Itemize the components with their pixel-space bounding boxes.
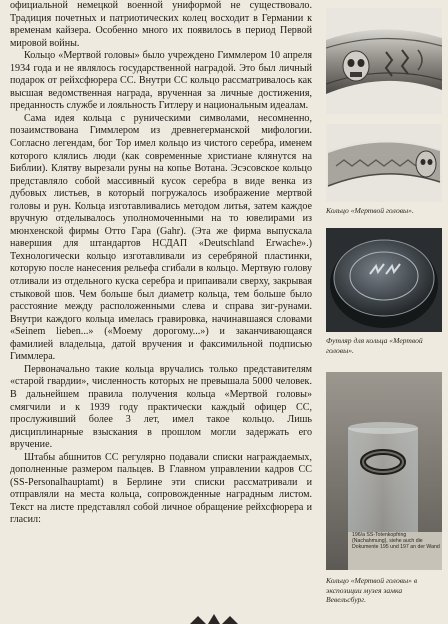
paragraph-3: Сама идея кольца с руническими символами, несомненно, позаимствована Гиммлером из древнегерманской мифологии. Согласно легендам, бог Тор имел кольцо из чистого серебра, именем которого клялись люди (как современные христиане клянутся на Библии). Клятву вырезали руны на копье Вотана. Эсэсовское кольцо представляло собой массивный кусок серебра в виде венка из дубовых листьев, в который погружалось изображение мертвой головы и рун. Кольца изготавливались методом литья, затем каждое вручную отделывалось уполномоченными на то ювелирами из мюнхенской фирмы Отто Гара (Gahr). (Эта же фирма выпускала навершия для штандартов НСДАП «Deutschland Erwache».) Технологически кольцо изготавливали из серебряной пластинки, которую после нанесения рельефа сгибали в кольцо. Мертвую голову отливали из отдельного куска серебра и припаивали сверху, закрывая стыковой шов. Чем больше был диаметр кольца, тем больше было расстояние между расположенными слева и справа зиг-рунами. Внутри каждого кольца имелась гравировка, начинавшаяся словами «Seinem lieben...» («Моему дорогому...») и заканчивающаяся фамилией владельца, датой вручения и факсимильной подписью Гиммлера. [10,112,312,363]
ring-photo-top [326,8,442,114]
paragraph-2: Кольцо «Мертвой головы» было учреждено Гиммлером 10 апреля 1934 года и не являлось государственной наградой. Это был личный подарок от рейхсфюрера СС. Внутри СС кольцо рассматривалось как высшая ведомственная награда, врученная за личные достижения, преданность службе и лояльность Гитлеру и национальным идеалам. [10,50,312,112]
museum-label: 196/a SS-Totenkopfring (Nachahmung), siehe auch die Dokumente 195 und 197 an der Wand [352,532,440,551]
ring-caption: Кольцо «Мертвой головы». [326,206,414,215]
paragraph-4: Первоначально такие кольца вручались только представителям «старой гвардии», численность которых не превышала 5000 человек. В дальнейшем правила получения кольца «Мертвой головы» смягчили и к 1939 году практически каждый офицер СС, прослуживший более 3 лет, имел такое кольцо. Лишь дисциплинарные взыскания в прошлом могли задержать его вручение. [10,363,312,451]
case-caption: Футляр для кольца «Мертвой головы». [326,336,423,355]
ring-case-photo [326,228,442,332]
body-text-column [10,0,312,527]
museum-caption: Кольцо «Мертвой головы» в экспозиции музея замка Вевельсбург. [326,576,418,605]
ring-photo-side [326,124,442,202]
paragraph-5: Штабы абшнитов СС регулярно подавали списки награждаемых, дополненные размером пальцев. В Главном управлении кадров СС (SS-Personalhauptamt) в Берлине эти списки рассматривали и отправляли на места кольца, сопровожденные наградным листом. Текст на листе представлял собой личное обращение рейхсфюрера и гласил: [10,451,312,526]
page-ornament-icon [184,612,244,624]
paragraph-1: официальной немецкой военной униформой не существовало. Традиция почетных и патриотических колец восходит в Германии к временам кайзера. Особенно много их появилось в период Первой мировой войны. [10,0,312,49]
